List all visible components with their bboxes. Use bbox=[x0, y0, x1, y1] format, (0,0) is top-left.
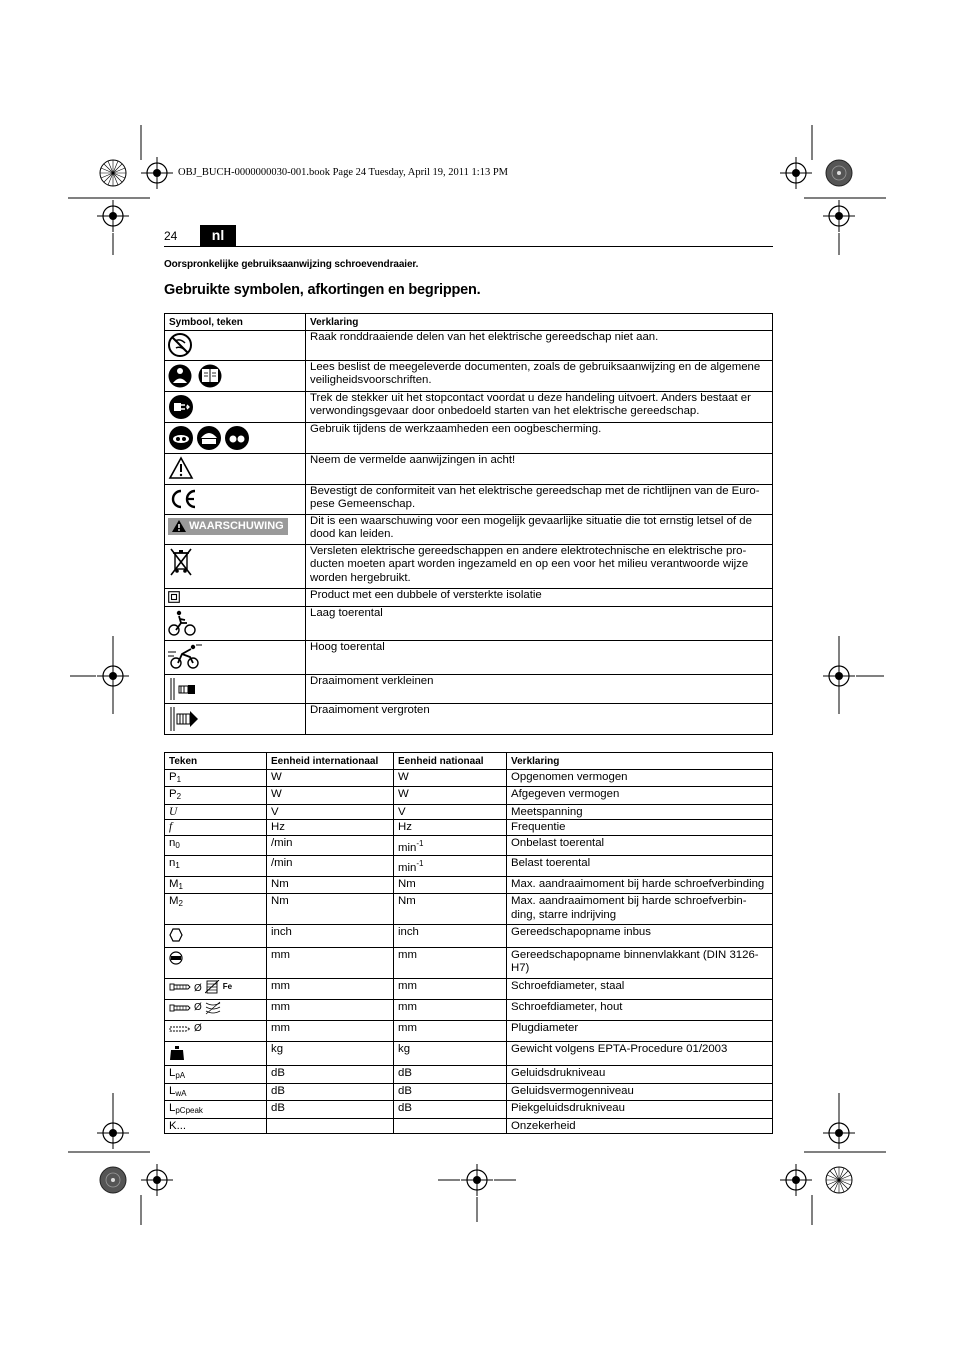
language-tab: nl bbox=[200, 225, 236, 246]
sign-symbol: L bbox=[169, 1084, 176, 1097]
unit-international-cell: W bbox=[267, 787, 394, 805]
table-row bbox=[165, 925, 773, 948]
table-row bbox=[165, 422, 773, 453]
unit-national-cell bbox=[394, 1066, 507, 1084]
symbol-cell bbox=[165, 330, 306, 360]
unit-national-cell bbox=[394, 804, 507, 820]
table-row bbox=[165, 894, 773, 925]
table-row bbox=[165, 484, 773, 514]
symbol-cell bbox=[165, 453, 306, 484]
explanation-cell: Product met een dubbele of versterkte isolatie bbox=[306, 588, 773, 607]
table-header-row bbox=[165, 753, 773, 770]
unit-international-cell: dB bbox=[267, 1066, 394, 1084]
unit-national-cell bbox=[394, 894, 507, 925]
unit-national-cell bbox=[394, 820, 507, 836]
steel-material-icon bbox=[202, 980, 221, 999]
table-row bbox=[165, 1083, 773, 1101]
sign-cell bbox=[165, 947, 267, 978]
explanation-cell: Schroefdiameter, staal bbox=[507, 978, 773, 999]
explanation-cell: Frequentie bbox=[507, 820, 773, 836]
sign-subscript: 2 bbox=[176, 792, 182, 801]
unit-national-value: mm bbox=[398, 1021, 417, 1034]
table-row bbox=[165, 835, 773, 856]
sign-subscript: 0 bbox=[175, 840, 180, 850]
symbol-cell bbox=[165, 588, 306, 607]
sign-subscript: 2 bbox=[178, 899, 183, 908]
table-row bbox=[165, 820, 773, 836]
unit-national-value: mm bbox=[398, 948, 417, 961]
sign-cell bbox=[165, 820, 267, 836]
explanation-cell: Dit is een waarschuwing voor een mogelijk gevaarlijke situatie die tot ernstig letsel of de dood kan leiden. bbox=[306, 514, 773, 544]
symbol-cell bbox=[165, 422, 306, 453]
warning-badge-icon bbox=[168, 518, 288, 536]
warning-triangle-small-icon bbox=[172, 520, 186, 532]
header-rule bbox=[164, 246, 773, 247]
diameter-symbol: Ø bbox=[194, 982, 202, 994]
unit-international-cell bbox=[267, 1118, 394, 1134]
plug-diameter-icon bbox=[169, 1024, 191, 1039]
explanation-cell: Geluidsvermogenniveau bbox=[507, 1083, 773, 1101]
sign-cell bbox=[165, 787, 267, 805]
explanation-cell: Gewicht volgens EPTA-Procedure 01/2003 bbox=[507, 1041, 773, 1066]
book-info-line: OBJ_BUCH-0000000030-001.book Page 24 Tuesday, April 19, 2011 1:13 PM bbox=[178, 167, 508, 178]
explanation-cell: Max. aandraaimoment bij harde schroefverbin-ding, starre indrijving bbox=[507, 894, 773, 925]
symbol-cell bbox=[165, 484, 306, 514]
torque-decrease-icon bbox=[168, 677, 198, 701]
table-row bbox=[165, 1101, 773, 1119]
unit-national-cell bbox=[394, 787, 507, 805]
unit-national-value: mm bbox=[398, 979, 417, 992]
explanation-cell: Onbelast toerental bbox=[507, 835, 773, 856]
table-row bbox=[165, 978, 773, 999]
document-subtitle: Oorspronkelijke gebruiksaanwijzing schroevendraaier. bbox=[164, 259, 419, 270]
sign-cell bbox=[165, 894, 267, 925]
sign-subscript: wA bbox=[175, 1088, 187, 1098]
table-row bbox=[165, 514, 773, 544]
unit-national-cell bbox=[394, 876, 507, 894]
symbol-cell bbox=[165, 607, 306, 641]
unit-international-cell: mm bbox=[267, 978, 394, 999]
explanation-cell: Neem de vermelde aanwijzingen in acht! bbox=[306, 453, 773, 484]
unit-international-cell: V bbox=[267, 804, 394, 820]
table-row bbox=[165, 330, 773, 360]
table-row bbox=[165, 453, 773, 484]
table-row bbox=[165, 769, 773, 787]
explanation-cell: Piekgeluidsdrukniveau bbox=[507, 1101, 773, 1119]
sign-subscript: 1 bbox=[175, 861, 180, 870]
sign-cell bbox=[165, 999, 267, 1020]
unit-national-cell bbox=[394, 978, 507, 999]
explanation-cell: Meetspanning bbox=[507, 804, 773, 820]
sign-subscript: 1 bbox=[176, 774, 182, 784]
table-row bbox=[165, 544, 773, 588]
unit-national-cell bbox=[394, 1101, 507, 1119]
explanation-cell: Schroefdiameter, hout bbox=[507, 999, 773, 1020]
explanation-cell: Afgegeven vermogen bbox=[507, 787, 773, 805]
unit-national-value: Nm bbox=[398, 895, 416, 907]
sign-symbol: U bbox=[169, 805, 178, 818]
sign-cell bbox=[165, 835, 267, 856]
sign-cell bbox=[165, 856, 267, 877]
unit-national-value: Nm bbox=[398, 877, 416, 890]
sign-subscript: pA bbox=[175, 1071, 186, 1080]
weee-bin-icon bbox=[168, 547, 194, 577]
unit-national-value: V bbox=[398, 805, 406, 818]
sign-symbol: K... bbox=[169, 1119, 187, 1132]
sign-symbol: M bbox=[169, 877, 179, 890]
table-row bbox=[165, 876, 773, 894]
table-row bbox=[165, 675, 773, 704]
cyclist-fast-icon bbox=[168, 643, 202, 671]
unit-national-cell bbox=[394, 1041, 507, 1066]
sign-symbol: n bbox=[169, 836, 176, 849]
symbol-cell bbox=[165, 675, 306, 704]
double-insulation-icon bbox=[168, 591, 180, 603]
column-header: Verklaring bbox=[306, 314, 773, 331]
cyclist-slow-icon bbox=[168, 609, 196, 637]
unit-international-cell: /min bbox=[267, 856, 394, 877]
symbol-cell bbox=[165, 360, 306, 391]
column-header: Eenheid internationaal bbox=[267, 753, 394, 770]
table-row bbox=[165, 607, 773, 641]
explanation-cell: Draaimoment verkleinen bbox=[306, 675, 773, 704]
sign-cell bbox=[165, 876, 267, 894]
explanation-cell: Max. aandraaimoment bij harde schroefverbinding bbox=[507, 876, 773, 894]
symbols-table bbox=[164, 313, 773, 735]
diameter-symbol: Ø bbox=[194, 1001, 202, 1013]
unit-international-cell: W bbox=[267, 769, 394, 787]
unit-international-cell: mm bbox=[267, 999, 394, 1020]
unit-national-cell bbox=[394, 925, 507, 948]
unit-national-cell bbox=[394, 835, 507, 856]
table-row bbox=[165, 641, 773, 675]
unit-international-cell: Hz bbox=[267, 820, 394, 836]
column-header: Eenheid nationaal bbox=[394, 753, 507, 770]
table-row bbox=[165, 999, 773, 1020]
unit-superscript: -1 bbox=[416, 859, 424, 868]
explanation-cell: Laag toerental bbox=[306, 607, 773, 641]
unit-national-cell bbox=[394, 1118, 507, 1134]
sign-cell bbox=[165, 1041, 267, 1066]
section-heading: Gebruikte symbolen, afkortingen en begrippen. bbox=[164, 282, 481, 298]
sign-symbol: L bbox=[169, 1067, 176, 1079]
torque-increase-icon bbox=[168, 706, 200, 732]
explanation-cell: Hoog toerental bbox=[306, 641, 773, 675]
sign-symbol: P bbox=[169, 770, 177, 783]
explanation-cell: Opgenomen vermogen bbox=[507, 769, 773, 787]
sign-cell bbox=[165, 1083, 267, 1101]
explanation-cell: Gereedschapopname binnenvlakkant (DIN 3126-H7) bbox=[507, 947, 773, 978]
unit-national-value: W bbox=[398, 788, 409, 800]
weight-icon bbox=[169, 1045, 185, 1066]
unit-national-value: kg bbox=[398, 1042, 411, 1055]
sign-cell bbox=[165, 804, 267, 820]
sign-symbol: n bbox=[169, 857, 176, 869]
unplug-icon bbox=[168, 394, 194, 420]
explanation-cell: Draaimoment vergroten bbox=[306, 704, 773, 735]
table-row bbox=[165, 360, 773, 391]
explanation-cell: Lees beslist de meegeleverde documenten, zoals de gebruiksaanwijzing en de algemene veiligheidsvoorschriften. bbox=[306, 360, 773, 391]
sign-cell bbox=[165, 1066, 267, 1084]
table-row bbox=[165, 391, 773, 422]
symbol-cell bbox=[165, 391, 306, 422]
explanation-cell: Versleten elektrische gereedschappen en andere elektrotechnische en elektrische pro-ducten moeten apart worden ingezameld en op een voor het milieu verantwoorde wijze worden hergebruikt. bbox=[306, 544, 773, 588]
explanation-cell: Geluidsdrukniveau bbox=[507, 1066, 773, 1084]
hex-socket-icon bbox=[169, 928, 183, 947]
sign-cell bbox=[165, 978, 267, 999]
sign-cell bbox=[165, 1020, 267, 1041]
sign-symbol: L bbox=[169, 1102, 176, 1114]
unit-international-cell: dB bbox=[267, 1101, 394, 1119]
explanation-cell: Onzekerheid bbox=[507, 1118, 773, 1134]
flat-socket-icon bbox=[169, 951, 183, 970]
unit-national-value: min bbox=[398, 862, 417, 874]
sign-symbol: f bbox=[169, 821, 173, 833]
table-row bbox=[165, 1041, 773, 1066]
unit-national-value: W bbox=[398, 770, 409, 783]
unit-national-value: Hz bbox=[398, 821, 412, 833]
unit-national-cell bbox=[394, 1083, 507, 1101]
explanation-cell: Raak ronddraaiende delen van het elektrische gereedschap niet aan. bbox=[306, 330, 773, 360]
sign-subscript: 1 bbox=[178, 881, 183, 891]
warning-badge-label: WAARSCHUWING bbox=[189, 519, 284, 532]
unit-international-cell: inch bbox=[267, 925, 394, 948]
symbol-cell bbox=[165, 641, 306, 675]
unit-national-cell bbox=[394, 856, 507, 877]
table-header-row bbox=[165, 314, 773, 331]
ce-mark-icon bbox=[168, 487, 198, 511]
symbol-cell bbox=[165, 704, 306, 735]
explanation-cell: Gereedschapopname inbus bbox=[507, 925, 773, 948]
eye-protection-icon bbox=[168, 425, 250, 451]
warning-triangle-icon bbox=[168, 456, 194, 480]
column-header: Symbool, teken bbox=[165, 314, 306, 331]
unit-national-cell bbox=[394, 999, 507, 1020]
page-number: 24 bbox=[164, 229, 178, 243]
unit-national-value: dB bbox=[398, 1102, 412, 1114]
unit-international-cell: Nm bbox=[267, 894, 394, 925]
screw-wood-icon bbox=[169, 1003, 191, 1018]
explanation-cell: Belast toerental bbox=[507, 856, 773, 877]
table-row bbox=[165, 787, 773, 805]
unit-national-value: min bbox=[398, 841, 417, 854]
table-row bbox=[165, 704, 773, 735]
table-row bbox=[165, 947, 773, 978]
unit-international-cell: dB bbox=[267, 1083, 394, 1101]
column-header: Teken bbox=[165, 753, 267, 770]
unit-international-cell: mm bbox=[267, 947, 394, 978]
diameter-symbol: Ø bbox=[194, 1022, 202, 1034]
unit-national-cell bbox=[394, 1020, 507, 1041]
table-row bbox=[165, 856, 773, 877]
explanation-cell: Bevestigt de conformiteit van het elektrische gereedschap met de richtlijnen van de Euro-pese Gemeenschap. bbox=[306, 484, 773, 514]
units-table bbox=[164, 752, 773, 1134]
material-label: Fe bbox=[222, 981, 233, 991]
unit-national-cell bbox=[394, 769, 507, 787]
unit-national-value: mm bbox=[398, 1000, 417, 1013]
unit-international-cell: Nm bbox=[267, 876, 394, 894]
explanation-cell: Trek de stekker uit het stopcontact voordat u deze handeling uitvoert. Anders bestaat er verwondingsgevaar door onbedoeld starten van het elektrische gereedschap. bbox=[306, 391, 773, 422]
explanation-cell: Plugdiameter bbox=[507, 1020, 773, 1041]
sign-subscript: pCpeak bbox=[175, 1106, 203, 1115]
symbol-cell bbox=[165, 514, 306, 544]
read-manual-icon bbox=[168, 363, 224, 389]
symbol-cell bbox=[165, 544, 306, 588]
sign-cell bbox=[165, 769, 267, 787]
explanation-cell: Gebruik tijdens de werkzaamheden een oogbescherming. bbox=[306, 422, 773, 453]
unit-international-cell: /min bbox=[267, 835, 394, 856]
sign-cell bbox=[165, 1101, 267, 1119]
column-header: Verklaring bbox=[507, 753, 773, 770]
table-row bbox=[165, 804, 773, 820]
table-row bbox=[165, 1066, 773, 1084]
unit-international-cell: mm bbox=[267, 1020, 394, 1041]
unit-national-value: dB bbox=[398, 1067, 412, 1079]
unit-national-value: dB bbox=[398, 1084, 412, 1097]
sign-symbol: M bbox=[169, 895, 179, 907]
no-touch-rotating-icon bbox=[168, 333, 192, 357]
table-row bbox=[165, 588, 773, 607]
wood-material-icon bbox=[202, 1001, 221, 1020]
screw-steel-icon bbox=[169, 982, 191, 997]
unit-national-cell bbox=[394, 947, 507, 978]
unit-superscript: -1 bbox=[416, 838, 424, 848]
sign-cell bbox=[165, 1118, 267, 1134]
table-row bbox=[165, 1020, 773, 1041]
sign-cell bbox=[165, 925, 267, 948]
sign-symbol: P bbox=[169, 788, 177, 800]
unit-national-value: inch bbox=[398, 926, 419, 938]
table-row bbox=[165, 1118, 773, 1134]
unit-international-cell: kg bbox=[267, 1041, 394, 1066]
